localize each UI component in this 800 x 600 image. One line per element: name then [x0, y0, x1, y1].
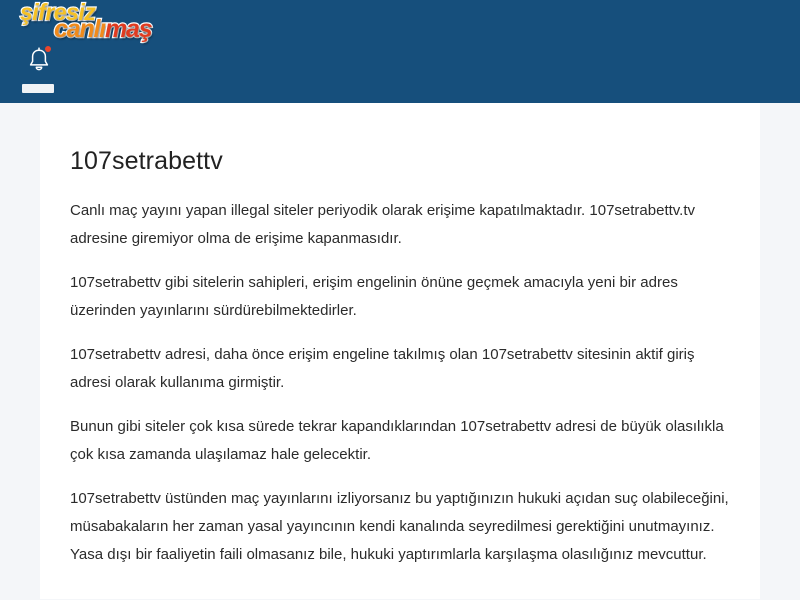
site-logo[interactable] — [16, 1, 176, 43]
page-title: 107setrabettv — [70, 147, 223, 175]
logo-text-line2 — [54, 17, 151, 42]
page-body — [0, 103, 800, 594]
article-paragraph: Canlı maç yayını yapan illegal siteler periyodik olarak erişime kapatılmaktadır. 107setrabettv.tv adresine giremiyor olma de erişime kapanmasıdır. — [70, 202, 696, 247]
article-paragraph: 107setrabettv adresi, daha önce erişim engeline takılmış olan 107setrabettv sitesinin aktif giriş adresi olarak kullanıma girmiştir. — [70, 346, 695, 391]
notification-badge-dot — [45, 46, 51, 52]
header-placeholder-bar[interactable] — [22, 84, 54, 93]
notification-bell-button[interactable] — [26, 45, 52, 73]
article-paragraph: 107setrabettv gibi sitelerin sahipleri, erişim engelinin önüne geçmek amacıyla yeni bir adres üzerinden yayınlarını sürdürebilmektedirler. — [70, 274, 678, 319]
site-header — [0, 0, 800, 103]
logo-text-line1: şifresiz — [20, 0, 96, 25]
article-paragraph: Bunun gibi siteler çok kısa sürede tekrar kapandıklarından 107setrabettv adresi de büyük olasılıkla çok kısa zamanda ulaşılamaz hale gelecektir. — [70, 418, 724, 463]
article-body — [70, 197, 730, 569]
content-card — [40, 103, 760, 599]
logo-text-line2-part2: maş — [104, 15, 152, 43]
article-paragraph: 107setrabettv üstünden maç yayınlarını izliyorsanız bu yaptığınızın hukuki açıdan suç olabileceğini, müsabakaların her zaman yasal yayıncının kendi kanalında seyredilmesi gerektiğini unutmayınız. Yasa dışı bir faaliyetin faili olmasanız bile, hukuki yaptırımlarla karşılaşma olasılığınız mevcuttur. — [70, 490, 729, 563]
logo-text-line2-part1: canlı — [54, 15, 105, 43]
